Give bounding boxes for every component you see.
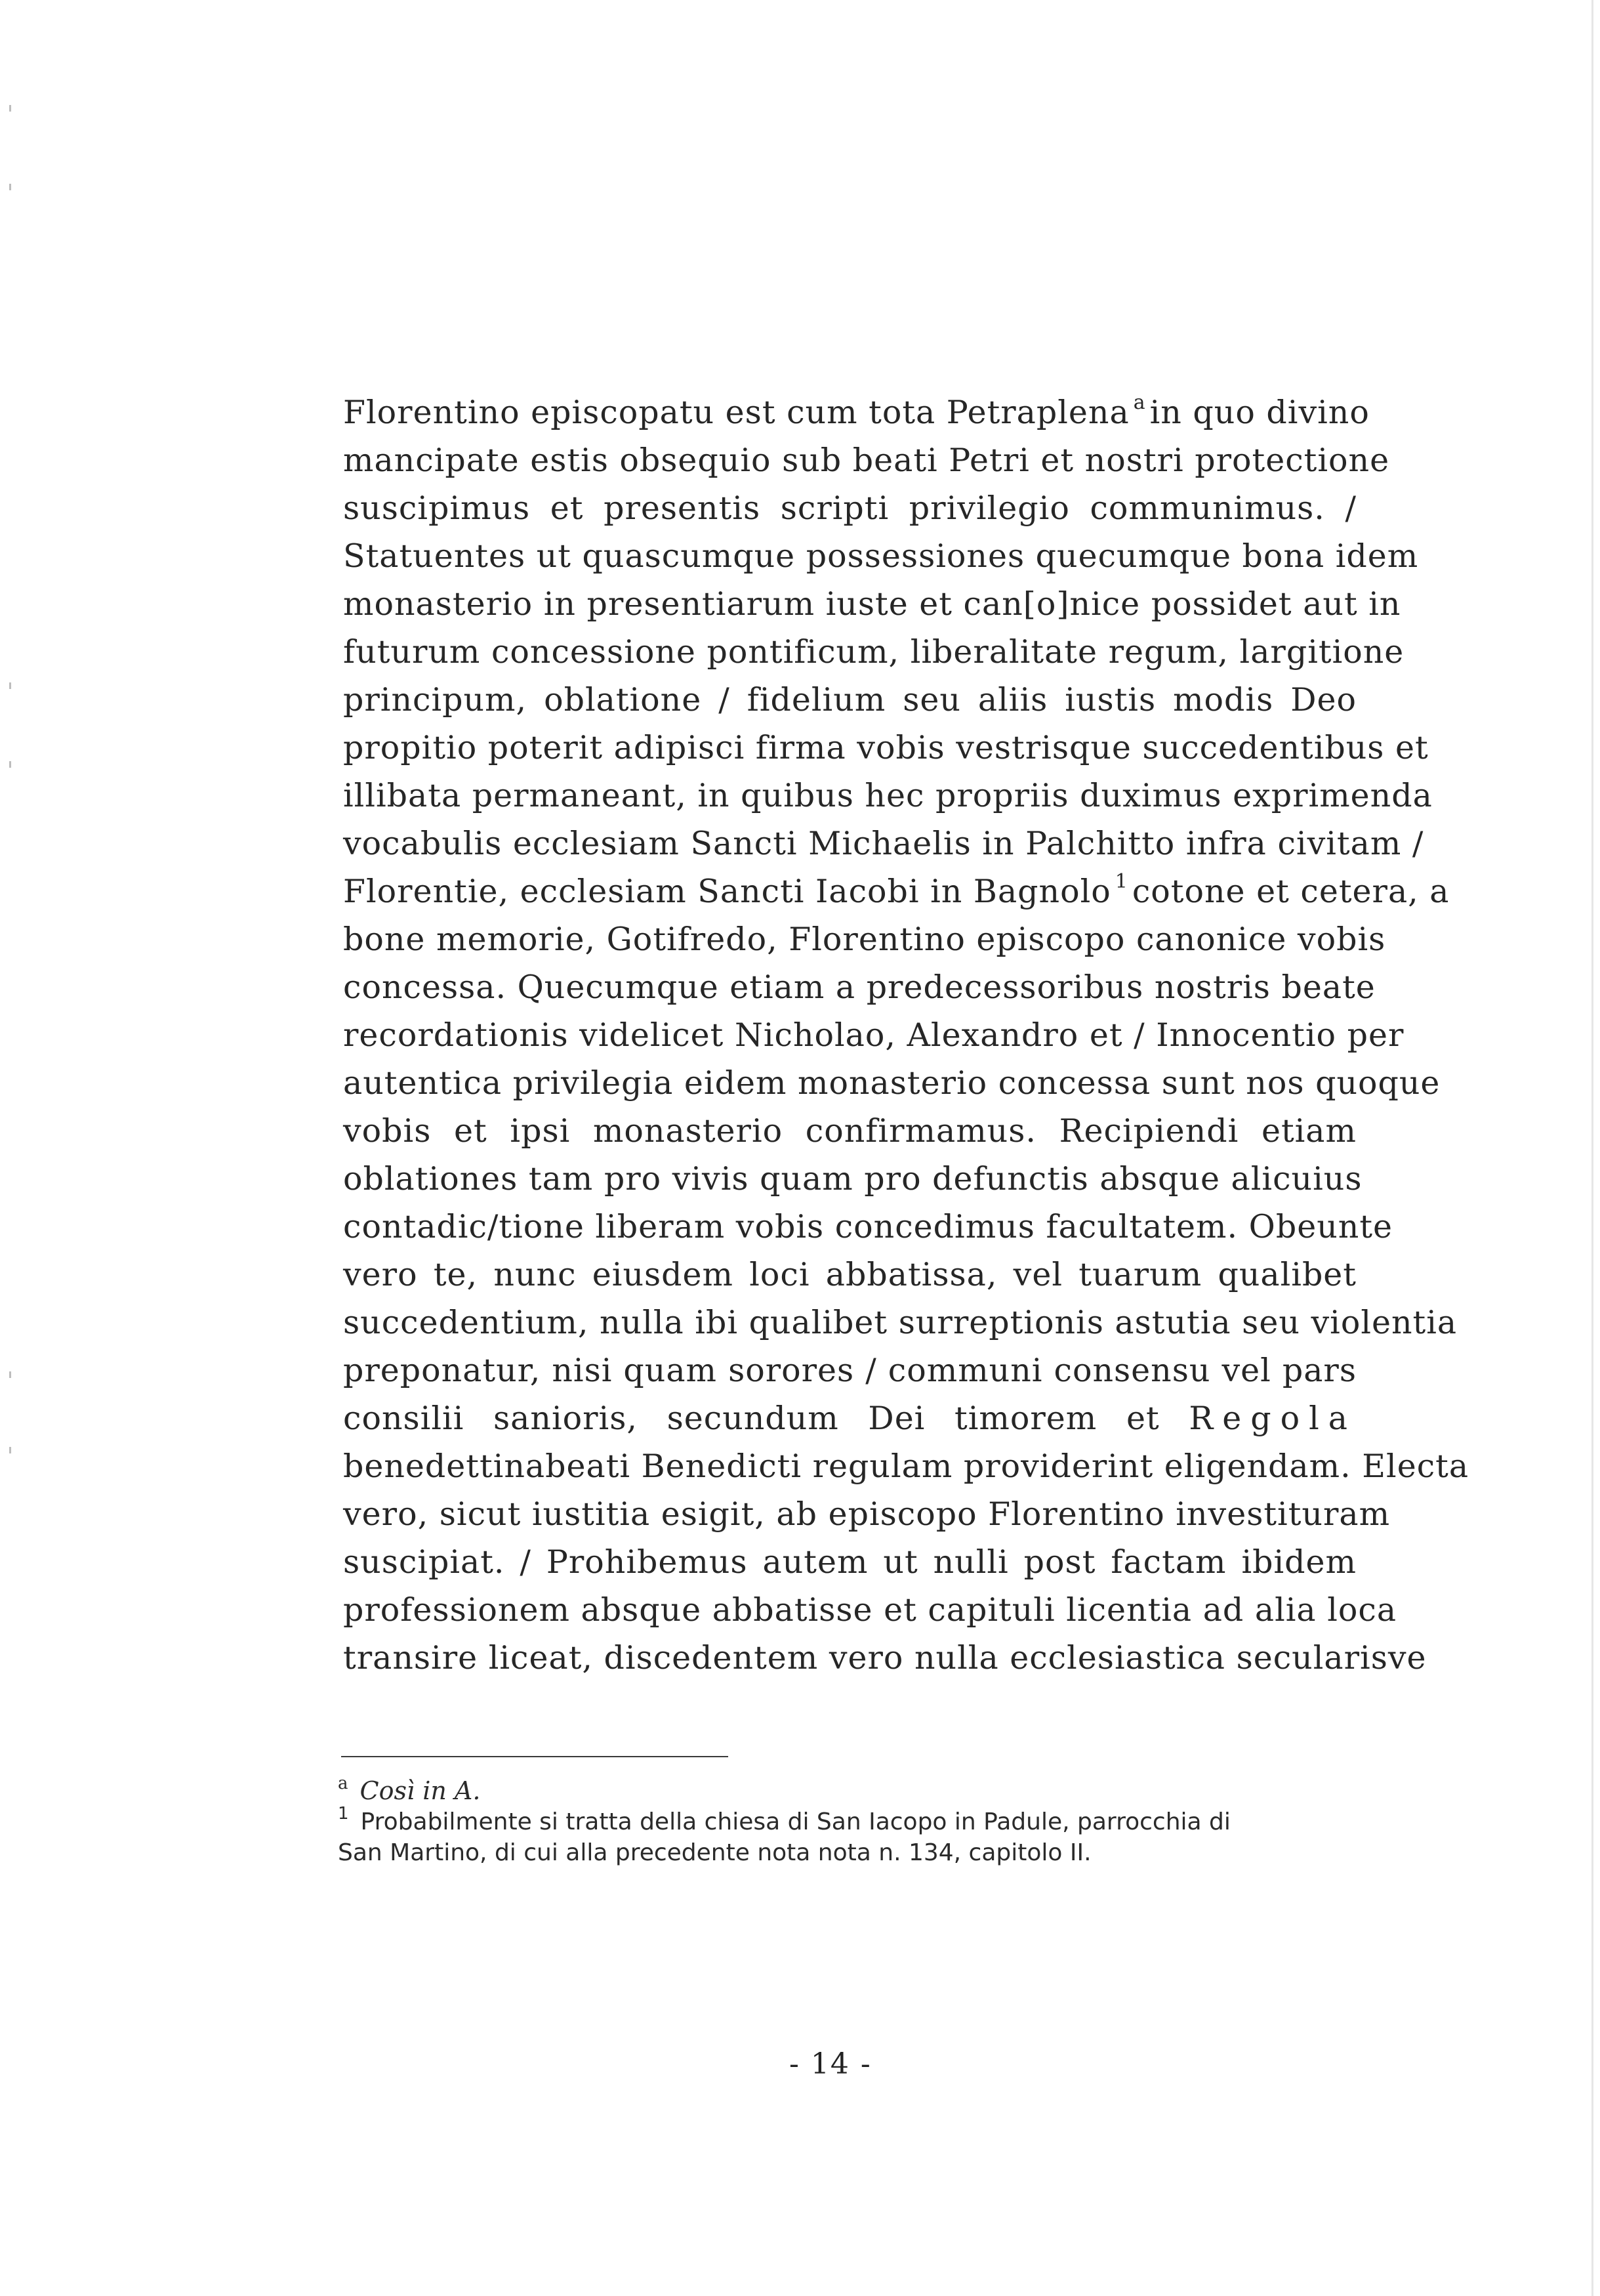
footnote-a: $^a$ Così in A. — [338, 1774, 481, 1805]
text-line: vobis et ipsi monasterio confirmamus. Recipiendi etiam — [343, 1112, 1357, 1150]
scan-speck — [9, 682, 11, 689]
footnote-1: $^1$ Probabilmente si tratta della chiesa di San Iacopo in Padule, parrocchia di — [338, 1804, 1231, 1835]
text-line: transire liceat, discedentem vero nulla ecclesiastica secularisve — [343, 1639, 1427, 1677]
scan-speck — [9, 1447, 11, 1453]
footnotes — [338, 1776, 1335, 1868]
text-line: Florentino episcopatu est cum tota Petraplena $^a$ in quo divino — [343, 391, 1370, 431]
text-line: principum, oblatione / fidelium seu aliis iustis modis Deo — [343, 681, 1357, 719]
text-line: bone memorie, Gotifredo, Florentino episcopo canonice vobis — [343, 921, 1386, 958]
text-line: vero te, nunc eiusdem loci abbatissa, vel tuarum qualibet — [343, 1256, 1357, 1293]
text-line: vero, sicut iustitia esigit, ab episcopo Florentino investituram — [343, 1495, 1391, 1533]
text-line: concessa. Quecumque etiam a predecessoribus nostris beate — [343, 969, 1376, 1006]
text-line: oblationes tam pro vivis quam pro defunctis absque alicuius — [343, 1160, 1363, 1198]
text-line: professionem absque abbatisse et capituli licentia ad alia loca — [343, 1591, 1397, 1629]
text-line: preponatur, nisi quam sorores / communi consensu vel pars — [343, 1352, 1357, 1389]
text-line: suscipiat. / Prohibemus autem ut nulli post factam ibidem — [343, 1543, 1357, 1581]
text-line: monasterio in presentiarum iuste et can[o]nice possidet aut in — [343, 585, 1401, 623]
text-line: illibata permaneant, in quibus hec propriis duximus exprimenda — [343, 777, 1433, 814]
footnote-ref-a[interactable]: a — [1133, 391, 1146, 414]
scan-speck — [9, 105, 11, 112]
text-line: suscipimus et presentis scripti privilegio communimus. / — [343, 490, 1357, 527]
footnote-ref-1[interactable]: 1 — [1115, 870, 1128, 893]
scan-speck — [9, 1371, 11, 1378]
text-line: mancipate estis obsequio sub beati Petri et nostri protectione — [343, 442, 1390, 479]
text-line: Florentie, ecclesiam Sancti Iacobi in Bagnolo $^1$ cotone et cetera, a — [343, 870, 1450, 910]
text-line: recordationis videlicet Nicholao, Alexandro et / Innocentio per — [343, 1016, 1405, 1054]
text-line: contadic/tione liberam vobis concedimus facultatem. Obeunte — [343, 1208, 1393, 1245]
scan-speck — [9, 184, 11, 190]
footnote-1-continued: San Martino, di cui alla precedente nota nota n. 134, capitolo II. — [338, 1839, 1092, 1866]
text-line: futurum concessione pontificum, liberalitate regum, largitione — [343, 633, 1405, 671]
text-line: succedentium, nulla ibi qualibet surreptionis astutia seu violentia — [343, 1304, 1458, 1341]
text-line: vocabulis ecclesiam Sancti Michaelis in Palchitto infra civitam / — [343, 825, 1424, 862]
footnote-separator — [341, 1756, 728, 1757]
page-edge-shadow — [1591, 0, 1593, 2296]
text-line: autentica privilegia eidem monasterio concessa sunt nos quoque — [343, 1064, 1441, 1102]
text-line: Statuentes ut quascumque possessiones quecumque bona idem — [343, 537, 1419, 575]
scan-speck — [9, 761, 11, 768]
body-text — [343, 388, 1469, 1682]
page-number: - 14 - — [789, 2047, 872, 2081]
text-line: consilii sanioris, secundum Dei timorem et Regola — [343, 1400, 1357, 1437]
text-line: benedettinabeati Benedicti regulam providerint eligendam. Electa — [343, 1448, 1469, 1485]
text-line: propitio poterit adipisci firma vobis vestrisque succedentibus et — [343, 729, 1429, 766]
